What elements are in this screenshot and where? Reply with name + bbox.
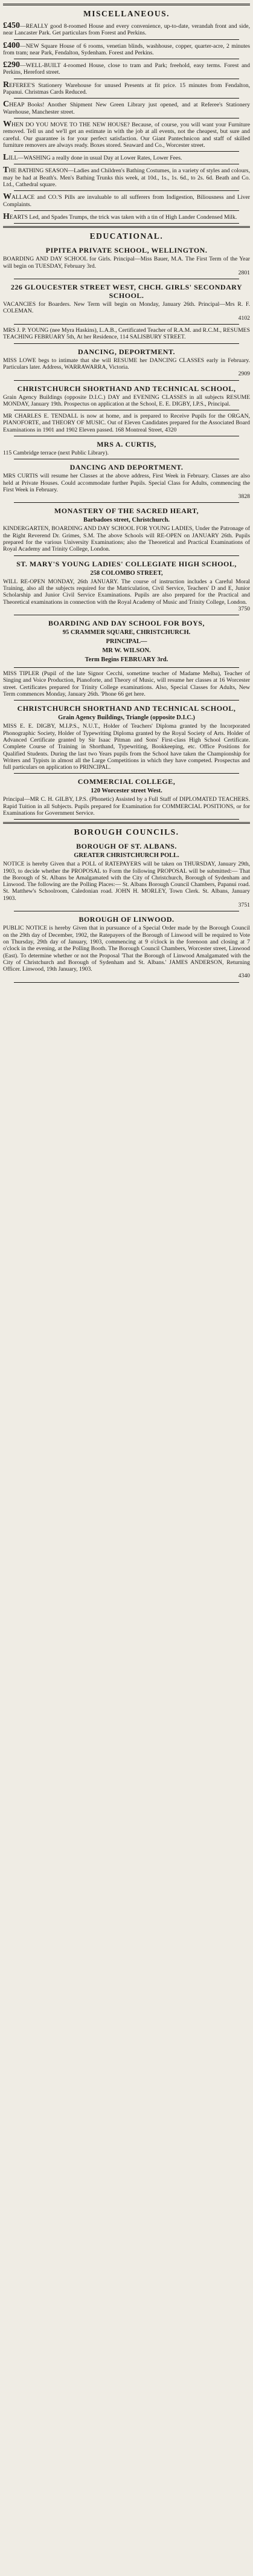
ad-text: NOTICE is hereby Given that a POLL of RATEPAYERS will be taken on THURSDAY, January 29th, 1903, to decide whether the PROPOSAL to Form the following PROPOSAL will be submitted:— That the Borough of St. Albans be Amalgamated with the City of Christchurch, Borough of Sydenham and Linwood. The following are the Polling Places:— St. Albans Borough Council Chambers, Papanui road. St. Matthew's Schoolroom, Caledonian road. JOHN H. MORLEY, Town Clerk. St. Albans, January 1903. xyxy=(3,861,250,902)
ad-lead: W xyxy=(3,119,11,129)
classified-ad xyxy=(3,60,250,78)
ad-body xyxy=(3,256,250,270)
classified-ad xyxy=(3,412,250,435)
ad-separator xyxy=(14,773,239,774)
ad-text: Grain Agency Buildings (opposite D.I.C.) DAY and EVENING CLASSES in all subjects RESUME MONDAY, January 19th. Prospectus on application at the School, E. E. DIGBY, I.P.S., Principal. xyxy=(3,393,250,407)
ad-text: MR CHARLES E. TENDALL is now at home, and is prepared to Receive Pupils for the ORGAN, PIANOFORTE, and THEORY OF MUSIC. Out of Eleven Candidates prepared for the Associated Board Examinations in 1901 and 1902 Eleven passed. 168 Montreal Street, 4320 xyxy=(3,413,250,433)
ad-heading: Barbadoes street, Christchurch. xyxy=(83,517,170,524)
ad-heading: GREATER CHRISTCHURCH POLL. xyxy=(74,852,179,859)
ad-lead: £400 xyxy=(3,40,20,50)
ad-heading: BOROUGH OF LINWOOD. xyxy=(78,915,175,924)
classified-ad xyxy=(3,461,250,502)
classified-ad xyxy=(3,438,250,458)
ad-body xyxy=(3,525,250,552)
ad-reference-number: 4340 xyxy=(238,972,250,980)
ad-separator xyxy=(14,223,239,224)
ad-separator xyxy=(14,380,239,381)
classified-ad xyxy=(3,244,250,278)
ad-text: 115 Cambridge terrace (next Public Library). xyxy=(3,449,109,456)
ad-separator xyxy=(14,324,239,325)
ad-body xyxy=(3,796,250,817)
ad-lead: £290 xyxy=(3,60,20,70)
ad-body xyxy=(3,670,250,697)
classified-ad xyxy=(3,100,250,117)
classified-ad xyxy=(3,212,250,222)
ad-separator xyxy=(14,502,239,503)
classified-ad xyxy=(3,326,250,343)
ad-text: EFEREE'S Stationery Warehouse for unused Presents at fit price. 15 minutes from Fendalton, Papanui. Christmas Cards Reduced. xyxy=(3,82,250,96)
classified-ad xyxy=(3,280,250,323)
ad-lead: C xyxy=(3,100,10,109)
classified-ad xyxy=(3,166,250,190)
ad-heading: DANCING AND DEPORTMENT. xyxy=(69,463,184,472)
ad-text: —NEW Square House of 6 rooms, venetian blinds, washhouse, copper, quarter-acre, 2 minutes from tram; near Park, Fendalton, Sydenham. Forest and Perkins. xyxy=(3,42,250,56)
ad-text: EARTS Led, and Spades Trumps, the trick was taken with a tin of High Lander Condensed Milk. xyxy=(9,213,237,221)
ad-body xyxy=(3,301,250,315)
section-heading: EDUCATIONAL. xyxy=(89,231,164,241)
ad-separator xyxy=(14,700,239,701)
ad-text: HEAP Books! Another Shipment New Green Library just opened, and at Referee's Stationery Warehouse, Manchester street. xyxy=(3,102,250,115)
ad-body xyxy=(3,213,250,221)
ad-text: MISS E. E. DIGBY, M.I.P.S., N.U.T., Holder of Teachers' Diploma granted by the Incorporated Phonographic Society, Holder of Typewriting Diploma granted by the Royal Society of Arts. Holder of Advanced Certificate granted by Sir Isaac Pitman and Sons' First-class High School Certificate. Complete Course of Training in Shorthand, Typewriting, Bookkeeping, etc. Office Positions for Qualified Students. During the last two Years pupils from the School have taken the Championship for Writers and Typists in almost all the Large Competitions in which they have competed. Prospectus and full particulars on application to PRINCIPAL. xyxy=(3,723,250,771)
ad-separator xyxy=(14,210,239,211)
ad-reference-number: 4102 xyxy=(238,314,250,322)
classified-ad xyxy=(3,120,250,150)
ad-separator xyxy=(14,151,239,152)
ad-reference-number: 3828 xyxy=(238,493,250,500)
ad-body xyxy=(3,82,250,96)
ad-text: VACANCIES for Boarders. New Term will begin on Monday, January 26th. Principal—Mrs R. F. COLEMAN. xyxy=(3,301,250,315)
ad-reference-number: 3750 xyxy=(238,605,250,612)
ad-heading: Grain Agency Buildings, Triangle (opposite D.I.C.) xyxy=(58,714,195,722)
ad-lead: R xyxy=(3,80,10,89)
ad-separator xyxy=(14,39,239,40)
ad-separator xyxy=(14,98,239,99)
ad-body xyxy=(3,22,250,37)
ad-separator xyxy=(14,343,239,344)
classified-ad xyxy=(3,913,250,981)
ad-text: BOARDING AND DAY SCHOOL for Girls. Principal—Miss Bauer, M.A. The First Term of the Year will begin on TUESDAY, February 3rd. xyxy=(3,256,250,270)
classified-ad xyxy=(3,702,250,772)
ad-body xyxy=(3,394,250,408)
ad-separator xyxy=(14,819,239,820)
ad-text: KINDERGARTEN, BOARDING AND DAY SCHOOL FOR YOUNG LADIES, Under the Patronage of the Right Reverend Dr. Grimes, S.M. The above Schools will RE-OPEN on JANUARY 26th. Pupils prepared for the various University Examinations; also the Theoretical and Practical Examinations of Royal Academy and Trinity College, London. xyxy=(3,525,250,553)
ad-text: ALLACE and CO.'S Pills are invaluable to all sufferers from Indigestion, Biliousness and Liver Complaints. xyxy=(3,194,250,208)
ad-text: HEN DO YOU MOVE TO THE NEW HOUSE? Because, of course, you will want your Furniture removed. Tell us and we'll get an estimate in with the job at all events, not the cheapest, but sure and careful. Our guarantee is for your perfect satisfaction. Our Giant Pantechnicon and staff of skilled furniture removers are always ready. Boxes stored. Seaward and Co., Worcester street. xyxy=(3,121,250,149)
classified-ad xyxy=(3,345,250,380)
ad-lead: H xyxy=(3,212,10,221)
classified-section xyxy=(3,226,250,820)
ad-lead: £450 xyxy=(3,21,20,30)
ad-text: MRS CURTIS will resume her Classes at the above address, First Week in February. Classes are also held at Private Houses. Could accommodate further Pupils. Special Class for Adults, commencing the First Week in February. xyxy=(3,473,250,493)
ad-heading: ST. MARY'S YOUNG LADIES' COLLEGIATE HIGH SCHOOL, xyxy=(16,559,237,568)
ad-body xyxy=(3,357,250,371)
ad-text: HE BATHING SEASON—Ladies and Children's Bathing Costumes, in a variety of styles and colours, may be had at Beath's. Men's Bathing Trunks this week, at 10d., 1s., 1s. 6d., to 2s. 6d. Beath and Co. Ltd., Cathedral square. xyxy=(3,167,250,189)
ad-body xyxy=(3,167,250,188)
classified-ad xyxy=(3,41,250,59)
ad-body xyxy=(3,578,250,606)
ad-heading: PIPITEA PRIVATE SCHOOL, WELLINGTON. xyxy=(45,246,208,255)
ad-body xyxy=(3,327,250,341)
ad-body xyxy=(3,154,250,161)
classified-ad xyxy=(3,775,250,818)
ad-text: —WELL-BUILT 4-roomed House, close to tram and Park; freehold, easy terms. Forest and Perkins, Hereford street. xyxy=(3,62,250,76)
ad-body xyxy=(3,861,250,902)
ad-heading: 226 GLOUCESTER STREET WEST, CHCH. GIRLS' SECONDARY SCHOOL. xyxy=(10,283,243,300)
classified-ad xyxy=(3,80,250,98)
ad-text: MISS LOWE begs to intimate that she will RESUME her DANCING CLASSES early in February. Particulars later. Address, WARRAWARRA, Victoria. xyxy=(3,357,250,371)
ad-text: ILL—WASHING a really done in usual Day at Lower Rates, Lower Fees. xyxy=(8,155,182,162)
classified-ad xyxy=(3,192,250,210)
ad-text: MISS TIPLER (Pupil of the late Signor Cecchi, sometime teacher of Madame Melba), Teacher of Singing and Voice Production, Pianoforte, and Theory of Music, will resume her classes at 16 Worcester street. Certificates prepared for Trinity College examinations. Also, Special Classes for Adults, New Term commences Monday, January 26th. 'Phone 66 get here. xyxy=(3,670,250,698)
classified-ad xyxy=(3,840,250,910)
ad-heading: 95 CRAMMER SQUARE, CHRISTCHURCH. xyxy=(62,629,191,636)
classified-ad xyxy=(3,153,250,163)
ad-body xyxy=(3,101,250,115)
ad-separator xyxy=(14,555,239,556)
ad-heading: Term Begins FEBRUARY 3rd. xyxy=(85,656,168,664)
section-heading: BOROUGH COUNCILS. xyxy=(74,827,179,837)
ad-separator xyxy=(14,190,239,191)
ad-body xyxy=(3,413,250,433)
ad-heading: BOROUGH OF ST. ALBANS. xyxy=(76,842,177,851)
ad-body xyxy=(3,62,250,76)
ad-body xyxy=(3,121,250,149)
ad-heading: 120 Worcester street West. xyxy=(91,788,162,795)
ad-body xyxy=(3,193,250,208)
ad-heading: COMMERCIAL COLLEGE, xyxy=(77,777,176,786)
ad-lead: W xyxy=(3,192,11,202)
ad-body xyxy=(3,723,250,771)
ad-reference-number: 3751 xyxy=(238,902,250,909)
ad-separator xyxy=(14,667,239,668)
classified-section xyxy=(3,4,250,224)
ad-heading: DANCING, DEPORTMENT. xyxy=(77,347,176,356)
classified-ad xyxy=(3,382,250,410)
ad-heading: MR W. WILSON. xyxy=(102,647,151,655)
ad-reference-number: 2909 xyxy=(238,371,250,378)
ad-lead: L xyxy=(3,153,9,163)
classified-ad xyxy=(3,21,250,39)
ad-heading: CHRISTCHURCH SHORTHAND AND TECHNICAL SCHOOL, xyxy=(17,704,236,713)
ad-heading: BOARDING AND DAY SCHOOL FOR BOYS, xyxy=(48,619,205,628)
ad-body xyxy=(3,42,250,57)
newspaper-classifieds-page xyxy=(0,0,253,983)
classified-section xyxy=(3,822,250,982)
classified-ad xyxy=(3,669,250,699)
section-divider xyxy=(3,226,250,228)
section-divider xyxy=(3,4,250,5)
classified-ad xyxy=(3,504,250,554)
ad-heading: CHRISTCHURCH SHORTHAND AND TECHNICAL SCHOOL, xyxy=(17,384,236,393)
ad-text: —REALLY good 8-roomed House and every convenience, up-to-date, verandah front and side, near Lancaster Park. Get particulars from Forest and Perkins. xyxy=(3,23,250,37)
classified-ad xyxy=(3,557,250,614)
ad-heading: PRINCIPAL— xyxy=(106,638,147,646)
ad-body xyxy=(3,450,250,456)
section-divider xyxy=(3,822,250,824)
ad-reference-number: 2801 xyxy=(238,269,250,276)
section-heading: MISCELLANEOUS. xyxy=(83,9,170,18)
ad-body xyxy=(3,473,250,493)
classified-ad xyxy=(3,616,250,667)
ad-text: Principal—MR C. H. GILBY, I.P.S. (Phonetic) Assisted by a Full Staff of DIPLOMATED TEACHERS. Rapid Tuition in all Subjects. Pupils prepared for Examination for COMMERCIAL POSITIONS, or for Examinations for Government Service. xyxy=(3,796,250,817)
ad-heading: MONASTERY OF THE SACRED HEART, xyxy=(54,506,199,516)
ad-lead: T xyxy=(3,166,9,175)
ad-text: MRS J. P. YOUNG (nee Myra Haskins), L.A.B., Certificated Teacher of R.A.M. and R.C.M., RESUMES TEACHING FEBRUARY 5th, At her Residence, 114 SALISBURY STREET. xyxy=(3,327,250,341)
ad-heading: 258 COLOMBO STREET, xyxy=(90,569,163,577)
ad-text: PUBLIC NOTICE is hereby Given that in pursuance of a Special Order made by the Borough Council on the 29th day of December, 1902, the Ratepayers of the Borough of Linwood will be required to Vote on Thursday, 29th day of January, 1903, commencing at 9 o'clock in the forenoon and closing at 7 o'clock in the evening, at the Polling Booth. The Borough Council Chambers, Worcester street, Linwood (East). To determine whether or not the Proposal 'That the Borough of Linwood Amalgamated with the City of Christchurch and Borough of Sydenham and St. Albans.' JAMES ANDERSON, Returning Officer. Linwood, 19th January, 1903. xyxy=(3,925,250,973)
ad-body xyxy=(3,925,250,972)
ad-heading: MRS A. CURTIS, xyxy=(97,439,156,448)
ad-text: WILL RE-OPEN MONDAY, 26th JANUARY. The course of instruction includes a Careful Moral Training, also all the subjects required for the Matriculation, Civil Service, Teachers' D and E, Junior Scholarship and Junior Civil Service Examinations. Pupils are also prepared for the Practical and Theoretical examinations in connection with the Royal Academy of Music and Trinity College, London. xyxy=(3,578,250,606)
ad-separator xyxy=(14,982,239,983)
